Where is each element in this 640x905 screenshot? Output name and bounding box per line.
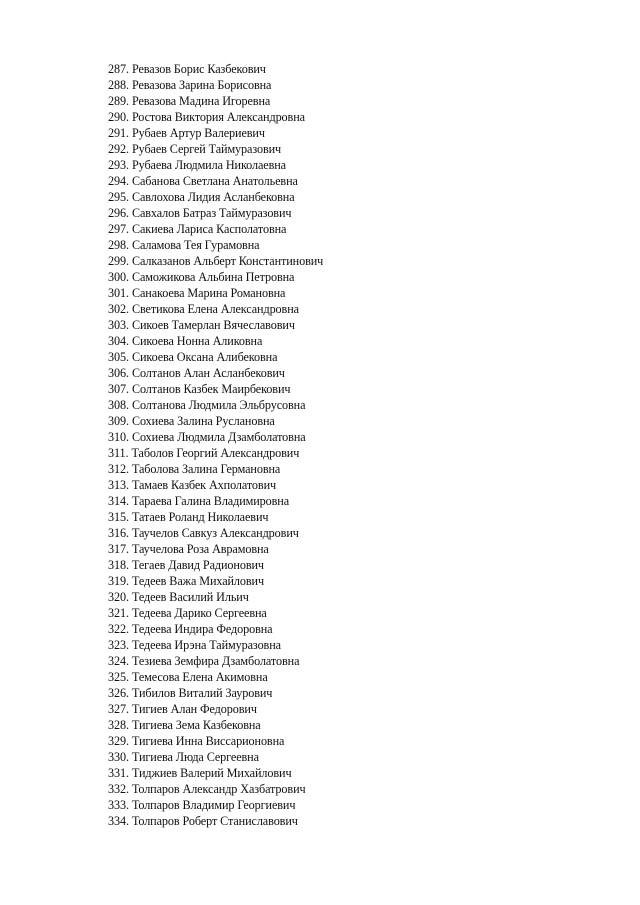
item-number: 297. bbox=[108, 222, 129, 236]
item-number: 300. bbox=[108, 270, 129, 284]
person-name: Тигиева Зема Казбековна bbox=[131, 718, 261, 732]
person-name: Сикоева Нонна Аликовна bbox=[131, 334, 263, 348]
item-number: 291. bbox=[108, 126, 129, 140]
person-name: Толпаров Владимир Георгиевич bbox=[131, 798, 296, 812]
person-name: Таболова Залина Германовна bbox=[131, 462, 281, 476]
list-item bbox=[108, 717, 323, 733]
item-number: 313. bbox=[108, 478, 129, 492]
list-item bbox=[108, 637, 323, 653]
person-name: Солтанов Казбек Маирбекович bbox=[131, 382, 291, 396]
person-name: Таучелов Савкуз Александрович bbox=[131, 526, 299, 540]
list-item bbox=[108, 237, 323, 253]
item-number: 295. bbox=[108, 190, 129, 204]
item-number: 310. bbox=[108, 430, 129, 444]
item-number: 305. bbox=[108, 350, 129, 364]
list-item bbox=[108, 781, 323, 797]
item-number: 320. bbox=[108, 590, 129, 604]
person-name: Салказанов Альберт Константинович bbox=[131, 254, 324, 268]
list-item bbox=[108, 621, 323, 637]
item-number: 287. bbox=[108, 62, 129, 76]
list-item bbox=[108, 813, 323, 829]
item-number: 329. bbox=[108, 734, 129, 748]
list-item bbox=[108, 557, 323, 573]
item-number: 325. bbox=[108, 670, 129, 684]
person-name: Толпаров Александр Хазбатрович bbox=[131, 782, 306, 796]
person-name: Тигиева Люда Сергеевна bbox=[131, 750, 259, 764]
list-item bbox=[108, 93, 323, 109]
list-item bbox=[108, 653, 323, 669]
person-name: Тедеева Ирэна Таймуразовна bbox=[131, 638, 281, 652]
item-number: 296. bbox=[108, 206, 129, 220]
item-number: 324. bbox=[108, 654, 129, 668]
person-name: Сикоева Оксана Алибековна bbox=[131, 350, 278, 364]
item-number: 303. bbox=[108, 318, 129, 332]
person-name: Сикоев Тамерлан Вячеславович bbox=[131, 318, 295, 332]
person-name: Светикова Елена Александровна bbox=[131, 302, 299, 316]
person-name: Таучелова Роза Аврамовна bbox=[131, 542, 269, 556]
list-item bbox=[108, 253, 323, 269]
person-name: Рубаев Сергей Таймуразович bbox=[131, 142, 282, 156]
person-name: Рубаев Артур Валериевич bbox=[131, 126, 265, 140]
list-item bbox=[108, 125, 323, 141]
item-number: 294. bbox=[108, 174, 129, 188]
item-number: 293. bbox=[108, 158, 129, 172]
person-name: Тезиева Земфира Дзамболатовна bbox=[131, 654, 300, 668]
person-name: Тедеева Индира Федоровна bbox=[131, 622, 273, 636]
list-item bbox=[108, 189, 323, 205]
list-item bbox=[108, 605, 323, 621]
list-item bbox=[108, 685, 323, 701]
list-item bbox=[108, 349, 323, 365]
item-number: 332. bbox=[108, 782, 129, 796]
person-name: Савлохова Лидия Асланбековна bbox=[131, 190, 295, 204]
person-name: Рубаева Людмила Николаевна bbox=[131, 158, 286, 172]
item-number: 333. bbox=[108, 798, 129, 812]
person-name: Ревазова Мадина Игоревна bbox=[131, 94, 271, 108]
item-number: 326. bbox=[108, 686, 129, 700]
person-name: Тиджиев Валерий Михайлович bbox=[131, 766, 292, 780]
list-item bbox=[108, 541, 323, 557]
person-name: Тедеев Василий Ильич bbox=[131, 590, 249, 604]
item-number: 307. bbox=[108, 382, 129, 396]
list-item bbox=[108, 749, 323, 765]
item-number: 292. bbox=[108, 142, 129, 156]
item-number: 331. bbox=[108, 766, 129, 780]
person-name: Солтанова Людмила Эльбрусовна bbox=[131, 398, 306, 412]
list-item bbox=[108, 477, 323, 493]
list-item bbox=[108, 365, 323, 381]
person-name: Санакоева Марина Романовна bbox=[131, 286, 286, 300]
person-name: Тедеев Важа Михайлович bbox=[131, 574, 265, 588]
list-item bbox=[108, 61, 323, 77]
list-item bbox=[108, 797, 323, 813]
person-name: Ревазов Борис Казбекович bbox=[131, 62, 266, 76]
item-number: 298. bbox=[108, 238, 129, 252]
list-item bbox=[108, 109, 323, 125]
list-item bbox=[108, 397, 323, 413]
item-number: 304. bbox=[108, 334, 129, 348]
person-name: Тегаев Давид Радионович bbox=[131, 558, 264, 572]
item-number: 302. bbox=[108, 302, 129, 316]
person-name: Тибилов Виталий Заурович bbox=[131, 686, 273, 700]
list-item bbox=[108, 269, 323, 285]
person-name: Толпаров Роберт Станиславович bbox=[131, 814, 298, 828]
list-item bbox=[108, 445, 323, 461]
list-item bbox=[108, 205, 323, 221]
item-number: 327. bbox=[108, 702, 129, 716]
item-number: 289. bbox=[108, 94, 129, 108]
item-number: 318. bbox=[108, 558, 129, 572]
person-name: Саможикова Альбина Петровна bbox=[131, 270, 295, 284]
list-item bbox=[108, 157, 323, 173]
list-item bbox=[108, 413, 323, 429]
item-number: 301. bbox=[108, 286, 129, 300]
item-number: 319. bbox=[108, 574, 129, 588]
list-item bbox=[108, 285, 323, 301]
item-number: 317. bbox=[108, 542, 129, 556]
person-name: Тамаев Казбек Ахполатович bbox=[131, 478, 277, 492]
person-name: Таболов Георгий Александрович bbox=[131, 446, 300, 460]
item-number: 330. bbox=[108, 750, 129, 764]
item-number: 309. bbox=[108, 414, 129, 428]
item-number: 308. bbox=[108, 398, 129, 412]
item-number: 316. bbox=[108, 526, 129, 540]
item-number: 290. bbox=[108, 110, 129, 124]
list-item bbox=[108, 509, 323, 525]
person-name: Тедеева Дарико Сергеевна bbox=[131, 606, 267, 620]
list-item bbox=[108, 573, 323, 589]
item-number: 306. bbox=[108, 366, 129, 380]
person-name: Сакиева Лариса Касполатовна bbox=[131, 222, 287, 236]
list-item bbox=[108, 765, 323, 781]
item-number: 288. bbox=[108, 78, 129, 92]
item-number: 299. bbox=[108, 254, 129, 268]
person-name: Саламова Тея Гурамовна bbox=[131, 238, 260, 252]
list-item bbox=[108, 589, 323, 605]
item-number: 322. bbox=[108, 622, 129, 636]
list-item bbox=[108, 669, 323, 685]
person-name: Ревазова Зарина Борисовна bbox=[131, 78, 272, 92]
item-number: 312. bbox=[108, 462, 129, 476]
item-number: 315. bbox=[108, 510, 129, 524]
person-name: Савхалов Батраз Таймуразович bbox=[131, 206, 292, 220]
list-item bbox=[108, 141, 323, 157]
list-item bbox=[108, 429, 323, 445]
item-number: 328. bbox=[108, 718, 129, 732]
list-item bbox=[108, 317, 323, 333]
person-name: Ростова Виктория Александровна bbox=[131, 110, 305, 124]
list-item bbox=[108, 301, 323, 317]
list-item bbox=[108, 333, 323, 349]
person-name: Солтанов Алан Асланбекович bbox=[131, 366, 285, 380]
list-item bbox=[108, 701, 323, 717]
list-item bbox=[108, 461, 323, 477]
item-number: 311. bbox=[108, 446, 129, 460]
list-item bbox=[108, 77, 323, 93]
person-name: Татаев Роланд Николаевич bbox=[131, 510, 269, 524]
list-item bbox=[108, 381, 323, 397]
person-name: Сохиева Залина Руслановна bbox=[131, 414, 275, 428]
person-name: Темесова Елена Акимовна bbox=[131, 670, 268, 684]
person-name: Тигиев Алан Федорович bbox=[131, 702, 257, 716]
item-number: 314. bbox=[108, 494, 129, 508]
list-item bbox=[108, 525, 323, 541]
item-number: 323. bbox=[108, 638, 129, 652]
person-name: Сохиева Людмила Дзамболатовна bbox=[131, 430, 306, 444]
list-item bbox=[108, 221, 323, 237]
name-list bbox=[108, 61, 323, 829]
item-number: 334. bbox=[108, 814, 129, 828]
list-item bbox=[108, 493, 323, 509]
item-number: 321. bbox=[108, 606, 129, 620]
person-name: Сабанова Светлана Анатольевна bbox=[131, 174, 298, 188]
list-item bbox=[108, 733, 323, 749]
list-item bbox=[108, 173, 323, 189]
person-name: Тигиева Инна Виссарионовна bbox=[131, 734, 285, 748]
person-name: Тараева Галина Владимировна bbox=[131, 494, 290, 508]
